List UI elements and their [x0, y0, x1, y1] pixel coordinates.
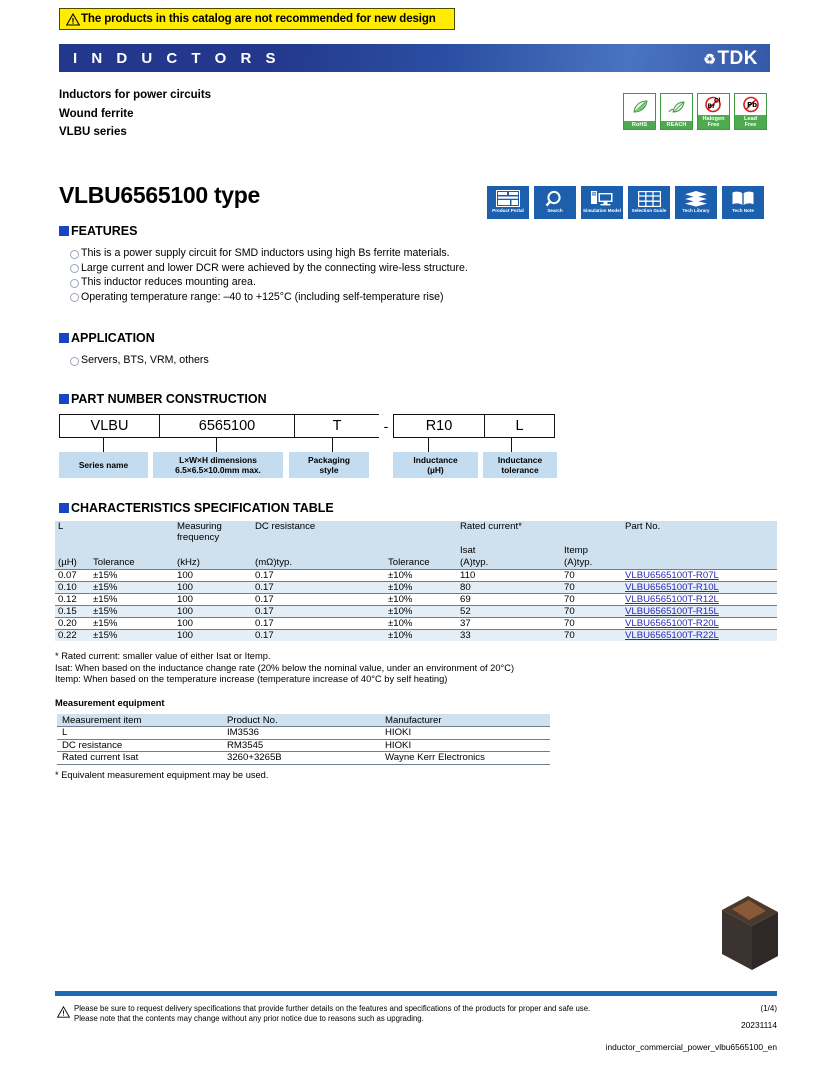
footer-disclaimer [74, 1004, 714, 1024]
no-pb-icon [735, 94, 766, 115]
feature-text: This is a power supply circuit for SMD inductors using high Bs ferrite materials. [81, 247, 450, 259]
feature-text: This inductor reduces mounting area. [81, 276, 256, 288]
unit-isat: (A)typ. [460, 557, 489, 568]
badge-reach-label: REACH [661, 121, 692, 130]
cell-l-tol: ±15% [90, 617, 174, 629]
header-spacer-l [55, 545, 174, 557]
cell-l: 0.22 [55, 629, 90, 641]
measurement-equipment-table [57, 714, 550, 765]
badge-reach [660, 93, 693, 130]
pn-label-series: Series name [59, 452, 148, 478]
features-heading [59, 224, 137, 238]
application-list [70, 353, 209, 368]
badge-rohs-label: RoHS [624, 121, 655, 130]
cell-part-no[interactable]: VLBU6565100T-R15L [622, 605, 777, 617]
part-number-heading [59, 392, 267, 406]
unit-part-no [622, 557, 777, 569]
header-dc-resistance: DC resistance [255, 521, 316, 532]
cell-isat: 80 [457, 581, 561, 593]
list-item [70, 290, 468, 305]
cell-manufacturer: HIOKI [380, 727, 550, 740]
cell-part-no[interactable]: VLBU6565100T-R07L [622, 569, 777, 581]
header-isat: Isat [460, 545, 476, 556]
measurement-equipment-heading: Measurement equipment [55, 698, 165, 708]
cell-freq: 100 [174, 569, 252, 581]
cell-isat: 33 [457, 629, 561, 641]
footer-rule [55, 991, 777, 996]
spec-table-heading-label: CHARACTERISTICS SPECIFICATION TABLE [71, 501, 334, 515]
cell-isat: 69 [457, 593, 561, 605]
application-text: Servers, BTS, VRM, others [81, 354, 209, 366]
warning-triangle-icon [66, 13, 80, 26]
unit-l: (µH) [58, 557, 77, 568]
disclaimer-line-1: Please be sure to request delivery specifications that provide further details on the features and specifications of the products for proper and safe use. [74, 1004, 591, 1013]
badge-lead-free-label: Lead Free [735, 115, 766, 130]
leaf-sprout-icon [661, 94, 692, 121]
category-label: I N D U C T O R S [73, 50, 281, 67]
unit-dcr: (mΩ)typ. [255, 557, 293, 568]
tech-library-button[interactable] [675, 186, 717, 219]
cell-dcr-tol: ±10% [385, 593, 457, 605]
cell-itemp: 70 [561, 581, 622, 593]
features-heading-label: FEATURES [71, 224, 138, 238]
search-label: Search [547, 208, 563, 213]
cell-l: 0.12 [55, 593, 90, 605]
monitor-icon [590, 189, 614, 208]
note-itemp: Itemp: When based on the temperature increase (temperature increase of 40°C by self heating) [55, 674, 448, 684]
tdk-logo [703, 48, 758, 70]
part-number-construction [59, 414, 557, 478]
badge-halogen-free-label: Halogen Free [698, 115, 729, 130]
not-recommended-banner [59, 8, 455, 30]
table-row [55, 617, 777, 629]
tech-note-button[interactable] [722, 186, 764, 219]
cell-itemp: 70 [561, 593, 622, 605]
list-item [70, 261, 468, 276]
pn-separator: - [383, 418, 389, 434]
subtitle-line-3: VLBU series [59, 126, 127, 138]
cell-dcr-tol: ±10% [385, 569, 457, 581]
cell-itemp: 70 [561, 629, 622, 641]
cell-freq: 100 [174, 629, 252, 641]
pn-label-packaging: Packaging style [289, 452, 369, 478]
list-item [70, 353, 209, 368]
cell-part-no[interactable]: VLBU6565100T-R20L [622, 617, 777, 629]
page-number: (1/4) [760, 1004, 777, 1013]
cell-itemp: 70 [561, 569, 622, 581]
cell-l-tol: ±15% [90, 629, 174, 641]
cell-dcr-tol: ±10% [385, 581, 457, 593]
header-product-no: Product No. [227, 714, 278, 726]
application-heading-label: APPLICATION [71, 331, 155, 345]
table-header-sub-row [55, 545, 777, 557]
unit-frequency: (kHz) [177, 557, 200, 568]
badge-halogen-free [697, 93, 730, 130]
revision-date: 20231114 [740, 1020, 777, 1030]
cell-part-no[interactable]: VLBU6565100T-R22L [622, 629, 777, 641]
magnifier-icon [545, 189, 565, 208]
no-br-cl-icon [698, 94, 729, 115]
cell-dcr-tol: ±10% [385, 617, 457, 629]
header-measuring-frequency: Measuring frequency [177, 521, 222, 543]
svg-text:Pb: Pb [746, 100, 757, 109]
circle-bullet-icon [70, 293, 79, 302]
part-number-code-row [59, 414, 557, 438]
feature-text: Large current and lower DCR were achieved by the connecting wire-less structure. [81, 261, 468, 274]
cell-isat: 52 [457, 605, 561, 617]
section-bullet-square-icon [59, 394, 69, 404]
spec-table-heading [59, 501, 334, 515]
badge-rohs [623, 93, 656, 130]
cell-product-no: IM3536 [222, 727, 380, 740]
application-heading [59, 331, 155, 345]
table-header-row [57, 714, 550, 727]
pn-cell-tolerance: L [484, 414, 555, 438]
cell-freq: 100 [174, 605, 252, 617]
leaf-icon [624, 94, 655, 121]
cell-item: L [57, 727, 222, 740]
cell-itemp: 70 [561, 617, 622, 629]
selection-guide-label: Selection Guide [631, 208, 667, 213]
resource-links [487, 186, 764, 219]
part-number-label-row [59, 452, 557, 478]
table-row [57, 739, 550, 752]
svg-text:Br: Br [707, 102, 715, 110]
header-measurement-item: Measurement item [62, 714, 142, 726]
category-title-bar [59, 44, 770, 72]
circle-bullet-icon [70, 279, 79, 288]
open-book-icon [731, 189, 755, 208]
stacked-books-icon [684, 189, 708, 208]
cell-item: DC resistance [57, 739, 222, 752]
tdk-wordmark: TDK [717, 48, 758, 69]
cell-freq: 100 [174, 581, 252, 593]
page-title: VLBU6565100 type [59, 182, 261, 208]
cell-l: 0.07 [55, 569, 90, 581]
cell-dcr: 0.17 [252, 605, 385, 617]
header-part-no: Part No. [625, 521, 661, 532]
cell-l-tol: ±15% [90, 569, 174, 581]
cell-l: 0.10 [55, 581, 90, 593]
table-row [55, 581, 777, 593]
header-rated-current: Rated current* [460, 521, 522, 532]
section-bullet-square-icon [59, 333, 69, 343]
cell-item: Rated current Isat [57, 752, 222, 765]
selection-guide-button[interactable] [628, 186, 670, 219]
disclaimer-line-2: Please note that the contents may change without any prior notice due to reasons such as upgrading. [74, 1014, 424, 1023]
header-spacer-dcr [252, 545, 457, 557]
section-bullet-square-icon [59, 226, 69, 236]
section-bullet-square-icon [59, 503, 69, 513]
cell-isat: 37 [457, 617, 561, 629]
cell-l-tol: ±15% [90, 593, 174, 605]
header-itemp: Itemp [564, 545, 588, 556]
search-button[interactable] [534, 186, 576, 219]
features-list [70, 246, 468, 304]
pn-cell-packaging: T [294, 414, 379, 438]
cell-isat: 110 [457, 569, 561, 581]
document-filename: inductor_commercial_power_vlbu6565100_en [605, 1042, 777, 1052]
unit-dcr-tolerance: Tolerance [388, 557, 430, 568]
table-header-unit-row [55, 557, 777, 569]
measurement-note: * Equivalent measurement equipment may be used. [55, 770, 269, 780]
portal-grid-icon [496, 189, 520, 208]
recycle-mark-icon: ♻ [703, 50, 717, 67]
cell-freq: 100 [174, 617, 252, 629]
note-rated-current: * Rated current: smaller value of either Isat or Itemp. [55, 651, 271, 661]
list-item [70, 246, 468, 261]
subtitle-line-1: Inductors for power circuits [59, 89, 212, 101]
header-manufacturer: Manufacturer [385, 714, 442, 726]
cell-freq: 100 [174, 593, 252, 605]
cell-l-tol: ±15% [90, 581, 174, 593]
simulation-model-button[interactable] [581, 186, 623, 219]
unit-itemp: (A)typ. [564, 557, 593, 568]
header-l: L [58, 521, 64, 532]
pn-label-inductance: Inductance (µH) [393, 452, 478, 478]
cell-product-no: 3260+3265B [222, 752, 380, 765]
spec-table-notes [55, 651, 514, 686]
circle-bullet-icon [70, 357, 79, 366]
subtitle-line-2: Wound ferrite [59, 107, 134, 120]
product-subtitles [59, 86, 211, 142]
header-spacer-freq [174, 545, 252, 557]
cell-itemp: 70 [561, 605, 622, 617]
header-spacer-part [622, 545, 777, 557]
pn-cell-series: VLBU [59, 414, 159, 438]
cell-dcr: 0.17 [252, 581, 385, 593]
cell-part-no[interactable]: VLBU6565100T-R12L [622, 593, 777, 605]
pn-label-dimensions: L×W×H dimensions 6.5×6.5×10.0mm max. [153, 452, 283, 478]
tech-library-label: Tech Library [682, 208, 710, 213]
cell-part-no[interactable]: VLBU6565100T-R10L [622, 581, 777, 593]
cell-manufacturer: HIOKI [380, 739, 550, 752]
product-portal-label: Product Portal [492, 208, 524, 213]
table-row [57, 727, 550, 740]
circle-bullet-icon [70, 264, 79, 273]
tech-note-label: Tech Note [732, 208, 754, 213]
banner-text: The products in this catalog are not recommended for new design [81, 13, 436, 25]
table-grid-icon [638, 189, 661, 208]
unit-l-tolerance: Tolerance [93, 557, 135, 568]
product-portal-button[interactable] [487, 186, 529, 219]
feature-text: Operating temperature range: –40 to +125°C (including self-temperature rise) [81, 290, 444, 303]
circle-bullet-icon [70, 250, 79, 259]
cell-dcr: 0.17 [252, 593, 385, 605]
compliance-badges [623, 93, 767, 130]
table-row [55, 593, 777, 605]
characteristics-table [55, 521, 777, 641]
table-row [57, 752, 550, 765]
note-isat: Isat: When based on the inductance change rate (20% below the nominal value, under an environment of 20°C) [55, 662, 515, 673]
cell-dcr: 0.17 [252, 569, 385, 581]
badge-lead-free [734, 93, 767, 130]
pn-cell-dimensions: 6565100 [159, 414, 294, 438]
part-number-heading-label: PART NUMBER CONSTRUCTION [71, 392, 267, 406]
table-header-group-row [55, 521, 777, 545]
cell-dcr-tol: ±10% [385, 629, 457, 641]
table-row [55, 569, 777, 581]
cell-l: 0.15 [55, 605, 90, 617]
cell-product-no: RM3545 [222, 739, 380, 752]
warning-triangle-icon [57, 1006, 70, 1018]
cell-l-tol: ±15% [90, 605, 174, 617]
table-row [55, 605, 777, 617]
cell-dcr-tol: ±10% [385, 605, 457, 617]
product-photo [718, 888, 782, 976]
pn-label-tolerance: Inductance tolerance [483, 452, 557, 478]
cell-dcr: 0.17 [252, 617, 385, 629]
svg-text:Cl: Cl [713, 97, 720, 105]
simulation-model-label: Simulation Model [582, 208, 622, 213]
table-row [55, 629, 777, 641]
cell-manufacturer: Wayne Kerr Electronics [380, 752, 550, 765]
cell-l: 0.20 [55, 617, 90, 629]
list-item [70, 275, 468, 290]
part-number-stems [59, 438, 557, 452]
cell-dcr: 0.17 [252, 629, 385, 641]
pn-cell-inductance: R10 [393, 414, 484, 438]
